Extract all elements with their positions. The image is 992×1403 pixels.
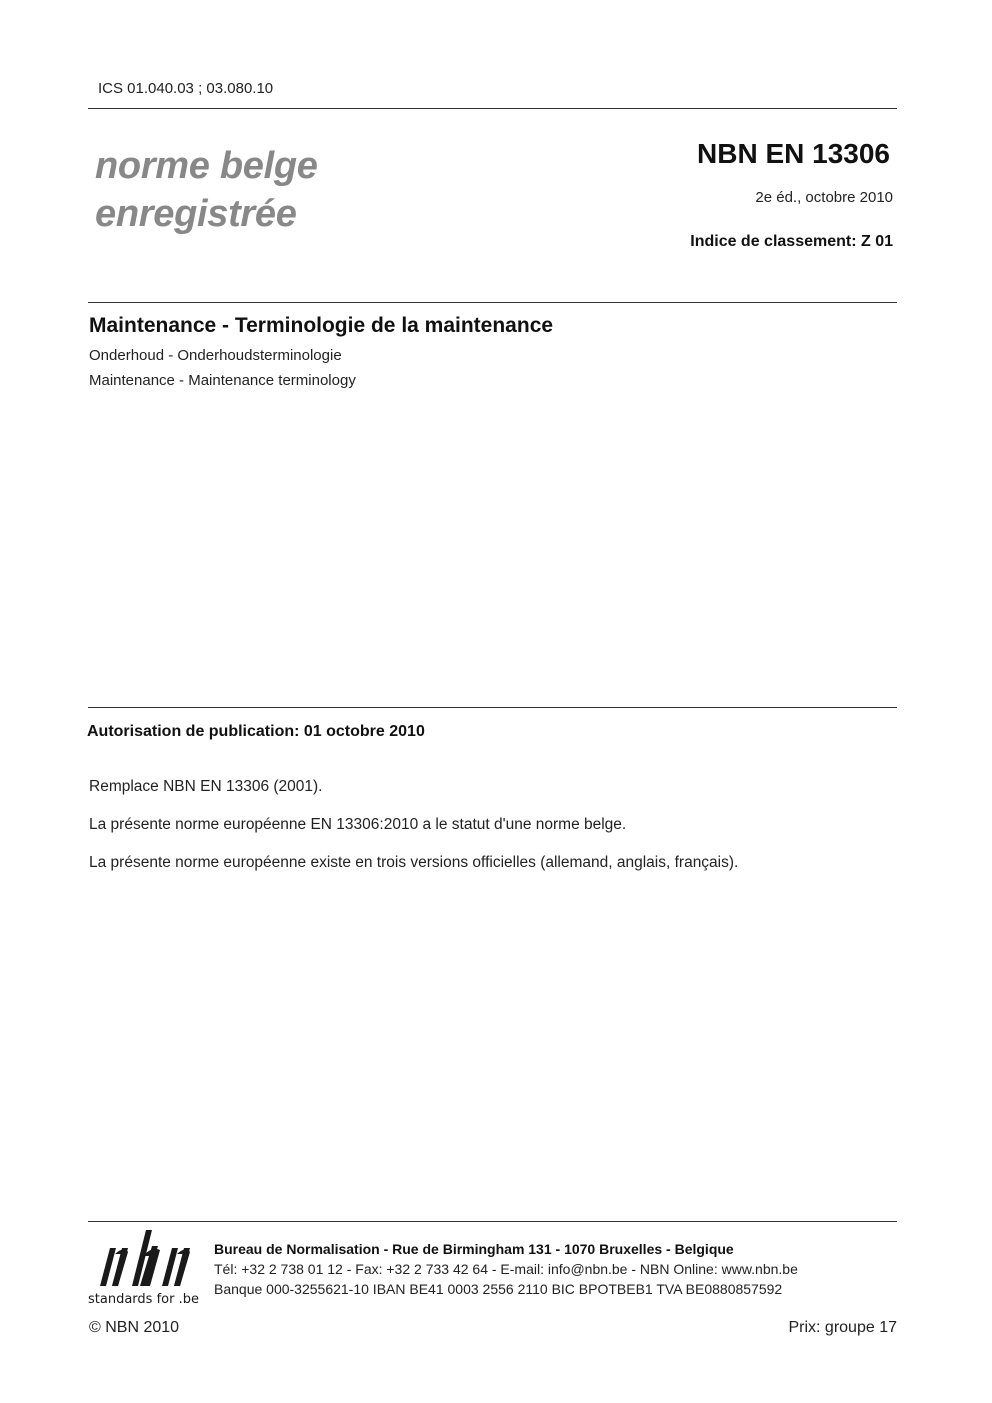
brand-line-2: enregistrée [95,193,297,235]
footer-address: Bureau de Normalisation - Rue de Birmingham 131 - 1070 Bruxelles - Belgique [214,1241,734,1257]
brand-line-1: norme belge [95,145,318,187]
note-replaces: Remplace NBN EN 13306 (2001). [89,778,323,795]
brand-title [95,142,318,238]
price-group: Prix: groupe 17 [788,1319,897,1336]
nbn-logo [88,1228,200,1308]
title-dutch: Onderhoud - Onderhoudsterminologie [89,347,342,364]
footer-contact: Tél: +32 2 738 01 12 - Fax: +32 2 733 42 64 - E-mail: info@nbn.be - NBN Online: www.nbn.be [214,1261,798,1277]
logo-tagline: standards for .be [88,1292,199,1307]
note-versions: La présente norme européenne existe en trois versions officielles (allemand, anglais, français). [89,854,739,871]
standard-number: NBN EN 13306 [697,138,890,169]
title-english: Maintenance - Maintenance terminology [89,372,356,389]
copyright: © NBN 2010 [89,1319,180,1336]
header-divider [88,108,897,109]
title-divider [88,302,897,303]
edition-date: 2e éd., octobre 2010 [755,189,893,206]
title-french: Maintenance - Terminologie de la maintenance [89,314,554,337]
ics-codes: ICS 01.040.03 ; 03.080.10 [98,80,274,97]
publication-divider [88,707,897,708]
note-status: La présente norme européenne EN 13306:2010 a le statut d'une norme belge. [89,816,627,833]
classification-index: Indice de classement: Z 01 [690,233,893,250]
footer-bank: Banque 000-3255621-10 IBAN BE41 0003 2556 2110 BIC BPOTBEB1 TVA BE0880857592 [214,1281,783,1297]
publication-authorisation: Autorisation de publication: 01 octobre 2010 [87,723,425,740]
nbn-logo-mark-icon [88,1228,200,1308]
footer-divider [88,1221,897,1222]
